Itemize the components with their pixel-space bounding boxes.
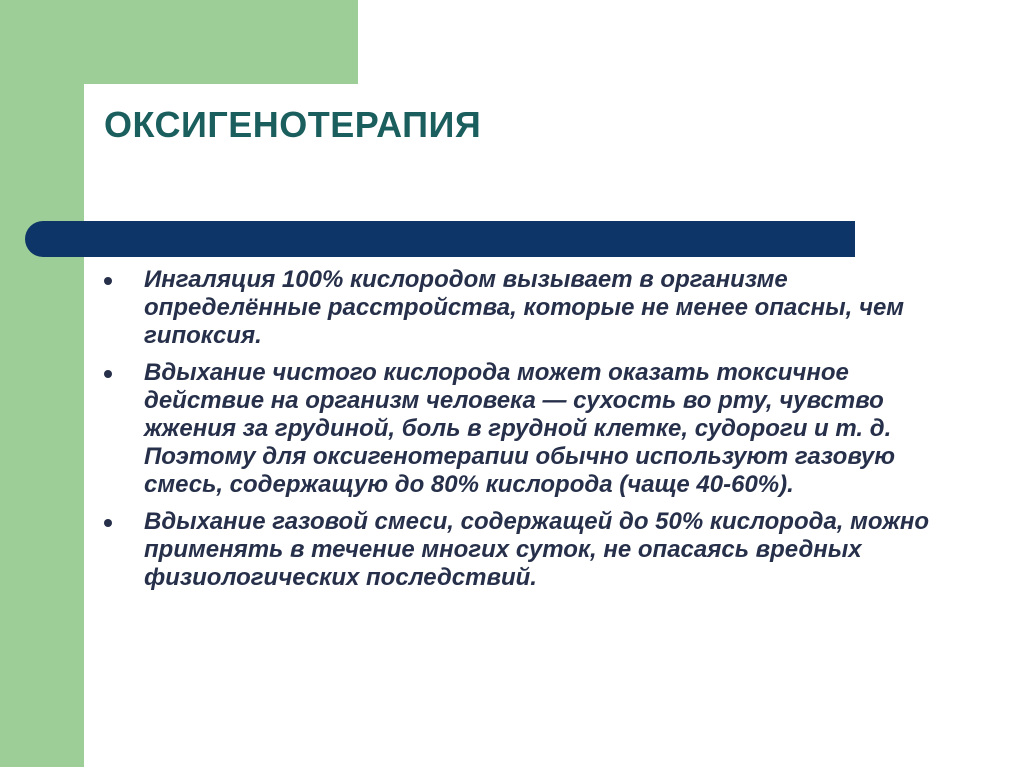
bullet-text: Вдыхание газовой смеси, содержащей до 50% кислорода, можно применять в течение многих суток, не опасаясь вредных физиологических последствий. xyxy=(144,508,930,591)
slide-title: ОКСИГЕНОТЕРАПИЯ xyxy=(104,104,482,145)
bullet-text: Вдыхание чистого кислорода может оказать токсичное действие на организм человека — сухость во рту, чувство жжения за грудиной, боль в грудной клетке, судороги и т. д. Поэтому для оксигенотерапии обычно используют газовую смесь, содержащую до 80% кислорода (чаще 40-60%). xyxy=(144,359,896,498)
decorative-green-band-top xyxy=(0,0,358,84)
bullet-item xyxy=(100,359,960,499)
bullet-dot-icon xyxy=(104,277,112,285)
bullet-dot-icon xyxy=(104,370,112,378)
decorative-green-band-side xyxy=(0,84,84,767)
bullet-item xyxy=(100,266,960,350)
bullet-list xyxy=(100,266,960,601)
bullet-dot-icon xyxy=(104,519,112,527)
bullet-text: Ингаляция 100% кислородом вызывает в организме определённые расстройства, которые не менее опасны, чем гипоксия. xyxy=(144,266,905,349)
bullet-item xyxy=(100,508,960,592)
title-divider-bar xyxy=(25,221,855,257)
